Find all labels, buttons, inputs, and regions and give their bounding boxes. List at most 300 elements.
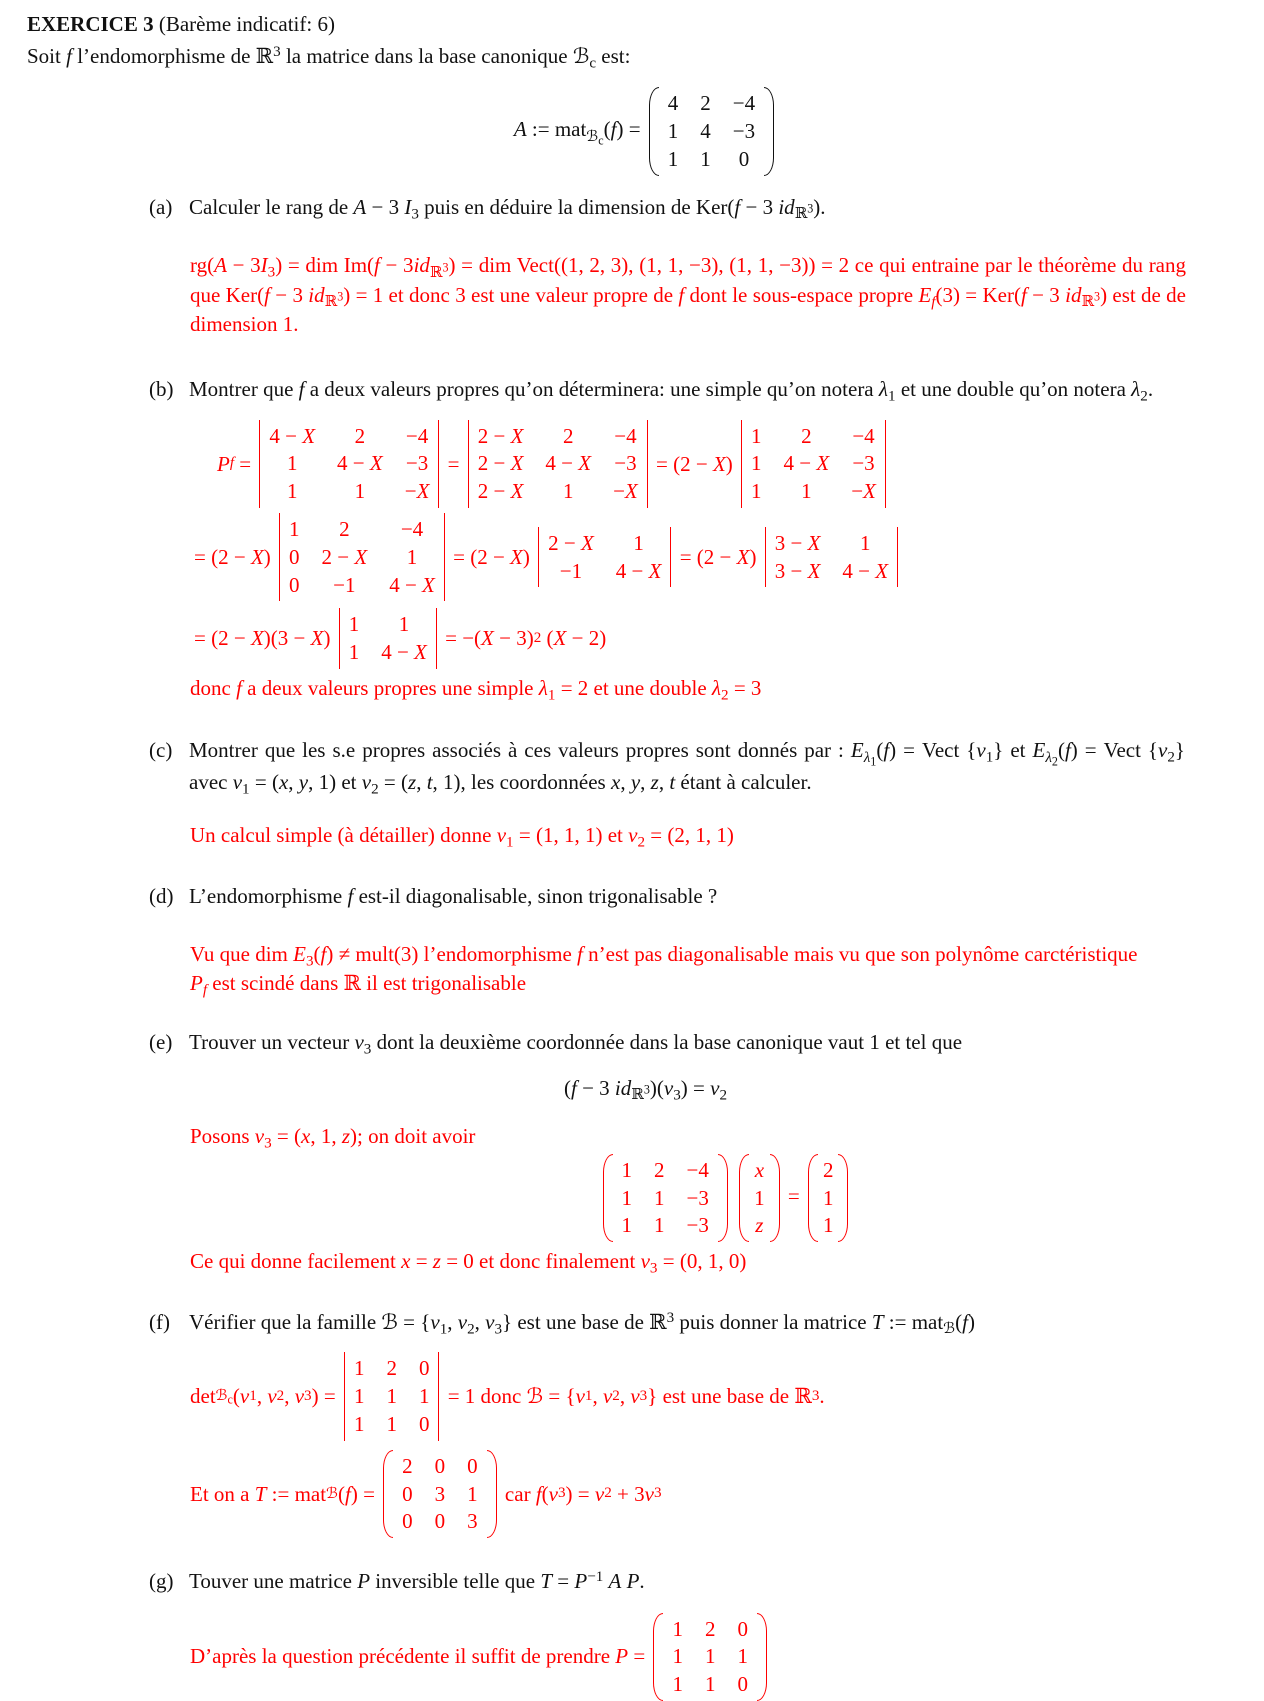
math-variable: id — [413, 253, 430, 278]
determinant — [538, 527, 671, 588]
math-variable: v — [710, 1075, 720, 1100]
determinant-cell: 4 − X — [381, 640, 427, 665]
intro-line: Soit f l’endomorphisme de ℝ$^3$ la matrice dans la base canonique ℬ$_c$ est: — [27, 43, 631, 72]
item-f-label: (f) — [149, 1309, 170, 1334]
determinant-grid — [345, 1352, 439, 1440]
subscript: 3 — [305, 953, 314, 970]
subscript: 3 — [304, 1388, 312, 1405]
script-letter: ℬ — [381, 1309, 398, 1334]
superscript: 2 — [533, 629, 542, 646]
math-variable: v — [644, 1481, 654, 1506]
matrix — [653, 1613, 767, 1701]
math-variable: f — [264, 282, 270, 307]
math-variable: X — [816, 451, 830, 476]
determinant-cell: −X — [613, 479, 638, 504]
math-variable: f — [320, 941, 327, 966]
determinant-cell: 1 — [353, 1411, 365, 1436]
superscript: 3 — [811, 1388, 820, 1405]
matrix-cell: 1 — [704, 1672, 716, 1697]
math-variable: v — [575, 1384, 585, 1409]
math-variable: f — [535, 1481, 542, 1506]
matrix-grid — [663, 1613, 757, 1701]
item-d-answer-line-2: $P_f$ est scindé dans ℝ il est trigonalisable — [190, 971, 527, 999]
math-variable: X — [416, 479, 430, 504]
math-variable: x — [401, 1249, 411, 1274]
matrix-cell: 0 — [737, 1616, 748, 1641]
math-variable: z — [408, 769, 417, 794]
superscript: 3 — [1094, 289, 1101, 304]
matrix-grid — [818, 1154, 839, 1242]
determinant-cell: 1 — [751, 423, 762, 448]
determinant-cell: 1 — [353, 1356, 365, 1381]
matrix — [808, 1154, 849, 1242]
math-variable: y — [630, 769, 641, 794]
subscript: 3 — [673, 1087, 681, 1104]
matrix-cell: 1 — [672, 1644, 683, 1669]
matrix-cell: 1 — [667, 146, 679, 171]
matrix-cell: 2 — [704, 1616, 716, 1641]
determinant-cell: −X — [404, 479, 430, 504]
matrix-cell: 0 — [434, 1509, 446, 1534]
math-variable: X — [807, 558, 821, 583]
subscript: 1 — [870, 754, 877, 769]
math-variable: T — [540, 1569, 553, 1594]
determinant-cell: 4 − X — [842, 558, 889, 583]
determinant-cell: 1 — [348, 640, 360, 665]
matrix-right-delimiter — [764, 87, 774, 175]
subscript — [631, 1082, 650, 1104]
math-variable: X — [510, 544, 523, 569]
matrix-cell: 1 — [672, 1672, 683, 1697]
determinant-cell: −4 — [400, 516, 424, 541]
determinant-grid — [766, 527, 897, 588]
subscript: 3 — [649, 1260, 658, 1277]
math-variable: f — [298, 377, 305, 402]
matrix-cell: 1 — [700, 146, 711, 171]
subscript — [863, 749, 877, 769]
math-variable: f — [1064, 738, 1071, 763]
blackboard-letter: ℝ — [631, 1085, 644, 1104]
determinant-cell: 2 − X — [321, 544, 368, 569]
math-variable: v — [1158, 738, 1168, 763]
item-e-answer-intro: Posons $v_3 = (x$, 1, z); on doit avoir — [190, 1124, 476, 1152]
determinant — [741, 420, 886, 508]
math-variable: f — [229, 455, 235, 472]
math-variable: z — [432, 1249, 441, 1274]
determinant — [279, 513, 445, 601]
matrix-left-delimiter — [653, 1613, 663, 1701]
matrix-right-delimiter — [487, 1450, 497, 1538]
determinant-cell: 4 − X — [389, 572, 435, 597]
determinant-cell: 3 − X — [774, 558, 821, 583]
determinant-cell: −1 — [559, 558, 583, 583]
item-a — [149, 193, 1264, 223]
determinant-grid — [742, 420, 885, 508]
math-variable: id — [308, 282, 325, 307]
matrix-left-delimiter — [649, 87, 659, 175]
subscript — [1045, 749, 1058, 769]
item-d-answer-line-1: Vu que dim $E_3(f)$ ≠ mult(3) l’endomorphisme f n’est pas diagonalisable mais vu que son polynôme carctéristique — [190, 941, 1138, 970]
subscript: 1 — [547, 687, 556, 704]
matrix-cell: 1 — [654, 1185, 665, 1210]
determinant-cell: 2 − X — [548, 530, 594, 555]
determinant-right-delimiter — [647, 420, 648, 508]
item-a-answer: $rg(A - 3I_3)$ = dim $Im(f - 3id_{ℝ^3})$ = dim Vect((1, 2, 3), (1, 1, −3), (1, 1, −3)) = 2 ce qui entraine par le théorème du rang que Ker(f − 3 $id_{ℝ^3}) = 1$ et donc 3 est une valeur propre de f dont le sous-espace propre $E_f(3) = Ker(f - 3$ $id_{ℝ^3}$) est de de dimension 1. — [190, 253, 1187, 337]
item-e-question: Trouver un vecteur $v_3$ dont la deuxième coordonnée dans la base canonique vaut 1 et tel que — [189, 1029, 963, 1058]
matrix-cell: 0 — [737, 1672, 748, 1697]
matrix-cell: 3 — [434, 1481, 446, 1506]
matrix — [649, 87, 774, 175]
math-variable: λ — [711, 675, 722, 700]
item-c-question: Montrer que les s.e propres associés à ces valeurs propres sont donnés par : $E_{\lambda_1}(f)$ = Vect $\{v_1\}$ et $E_{\lambda_2}(f)$ = Vect $\{v_2\}$ avec $v_1 = (x$, y, 1) et $v_2 = (z$, t, 1), les coordonnées x, y, z, t étant à calculer. — [189, 738, 1185, 798]
math-variable: v — [630, 1384, 640, 1409]
math-variable: P — [626, 1569, 640, 1594]
math-variable: X — [624, 479, 638, 504]
math-variable: f — [931, 294, 936, 311]
matrix-cell: 1 — [672, 1616, 683, 1641]
matrix-cell: 0 — [738, 146, 750, 171]
math-variable: x — [754, 1157, 765, 1182]
determinant-right-delimiter — [897, 527, 898, 588]
blackboard-letter: ℝ — [429, 262, 443, 281]
script-letter: ℬ — [526, 1384, 544, 1409]
subscript: 3 — [264, 1135, 272, 1152]
determinant-cell: 1 — [386, 1384, 397, 1409]
math-variable: X — [580, 530, 594, 555]
determinant-right-delimiter — [436, 608, 437, 669]
matrix-left-delimiter — [603, 1154, 613, 1242]
math-variable: λ — [878, 377, 888, 402]
math-variable: v — [457, 1309, 468, 1334]
subscript: 3 — [639, 1388, 648, 1405]
determinant-cell: 1 — [286, 451, 298, 476]
matrix-cell: 0 — [434, 1453, 446, 1478]
blackboard-letter: ℝ — [794, 204, 808, 223]
math-variable: f — [202, 982, 208, 999]
math-variable: X — [250, 544, 264, 569]
matrix-cell: 1 — [621, 1185, 633, 1210]
math-variable: v — [254, 1124, 265, 1149]
matrix-right-delimiter — [838, 1154, 848, 1242]
item-d-question: L’endomorphisme f est-il diagonalisable, sinon trigonalisable ? — [189, 884, 718, 909]
subscript: 1 — [439, 1321, 448, 1338]
subscript — [586, 126, 604, 148]
determinant-cell: 1 — [751, 451, 762, 476]
determinant-grid — [469, 420, 647, 508]
determinant-grid — [340, 608, 436, 669]
math-variable: I — [260, 253, 268, 278]
subscript: 2 — [371, 781, 379, 798]
subscript: 2 — [721, 687, 729, 704]
math-variable: f — [66, 43, 72, 68]
subscript: 1 — [242, 781, 250, 798]
item-f — [149, 1308, 1264, 1338]
math-variable: X — [414, 640, 427, 665]
matrix-cell: 2 — [402, 1453, 413, 1478]
superscript: 3 — [807, 201, 814, 216]
matrix-grid — [659, 87, 764, 175]
matrix-cell: 1 — [621, 1213, 633, 1238]
determinant-cell: 2 — [386, 1356, 397, 1381]
item-d — [149, 882, 1264, 911]
matrix-cell: 1 — [467, 1481, 478, 1506]
matrix-cell: 1 — [754, 1185, 765, 1210]
math-variable: f — [883, 738, 890, 763]
item-b-math-line-1: P f = 4 − X 2 −4 1 4 − X −3 1 1 −X = 2 − X 2 −4 2 − X 4 − X −3 2 − X 1 −X = (2 − X ) 1 2 −4 1 4 − X −3 1 1 −X — [217, 420, 1264, 508]
matrix-cell: −3 — [732, 118, 756, 143]
math-variable: id — [778, 194, 795, 219]
determinant-cell: 1 — [418, 1384, 430, 1409]
item-g — [149, 1567, 1264, 1596]
math-variable: X — [250, 626, 264, 651]
matrix-cell: −4 — [686, 1157, 709, 1182]
determinant-cell: 4 − X — [337, 451, 383, 476]
determinant-cell: 1 — [398, 612, 410, 637]
subscript — [203, 983, 207, 999]
matrix-cell — [755, 1158, 764, 1183]
matrix-cell: 0 — [467, 1453, 478, 1478]
subscript: 1 — [888, 388, 896, 405]
math-variable: X — [648, 558, 662, 583]
subscript: 1 — [584, 1388, 593, 1405]
subscript: 2 — [719, 1087, 727, 1104]
exercise-title: EXERCICE 3 (Barème indicatif: 6) — [27, 12, 335, 36]
subscript — [324, 289, 344, 311]
matrix-cell: −3 — [686, 1185, 709, 1210]
math-variable: f — [347, 884, 354, 909]
math-variable: v — [640, 1249, 650, 1274]
math-variable: X — [510, 479, 524, 504]
math-variable: X — [736, 544, 750, 569]
matrix — [383, 1450, 497, 1538]
math-variable: E — [850, 738, 864, 763]
determinant-grid — [539, 527, 670, 588]
subscript: 2 — [276, 1388, 285, 1405]
math-variable: I — [404, 194, 412, 219]
determinant-cell: 1 — [348, 612, 360, 637]
script-letter: ℬ — [943, 1319, 956, 1338]
math-variable: X — [310, 626, 324, 651]
determinant-grid — [280, 513, 444, 601]
matrix-cell — [755, 1213, 763, 1238]
determinant-cell: −3 — [614, 451, 637, 476]
determinant-cell: 1 — [562, 479, 574, 504]
item-c-answer: Un calcul simple (à détailler) donne $v_1 = (1$, 1, 1) et $v_2 = (2$, 1, 1) — [190, 823, 734, 851]
item-d-label: (d) — [149, 884, 174, 909]
math-variable: v — [430, 1309, 440, 1334]
item-g-label: (g) — [149, 1569, 174, 1594]
item-a-question: Calculer le rang de A − 3 $I_3$ puis en déduire la dimension de Ker(f − 3 $id_{ℝ^3}$). — [189, 194, 826, 223]
determinant-cell: 1 — [353, 1384, 365, 1409]
matrix-cell: 1 — [667, 118, 679, 143]
matrix-cell: −4 — [732, 91, 756, 116]
math-variable: id — [614, 1075, 632, 1100]
determinant-right-delimiter — [670, 527, 671, 588]
subscript — [943, 1321, 955, 1337]
item-f-determinant-line: det ℬ$_c$ ( v 1 , v 2 , v 3 ) = 1 2 0 1 1 1 1 1 0 = 1 donc ℬ = { v 1 , v 2 , v 3 } est une base de ℝ 3 . — [190, 1352, 1264, 1440]
superscript: 3 — [273, 43, 281, 60]
matrix-cell: 2 — [822, 1157, 834, 1182]
math-variable: X — [510, 451, 524, 476]
determinant-cell: 2 − X — [477, 479, 524, 504]
math-variable: E — [293, 941, 306, 966]
subscript: 3 — [557, 1485, 566, 1502]
math-variable: P — [217, 451, 230, 476]
math-variable: x — [278, 769, 289, 794]
subscript — [1081, 289, 1101, 311]
subscript: 3 — [653, 1485, 662, 1502]
math-variable: λ — [863, 749, 871, 766]
matrix-cell: 3 — [467, 1509, 478, 1534]
math-variable: z — [341, 1124, 351, 1149]
determinant-cell: 0 — [289, 572, 300, 597]
matrix-cell: 1 — [654, 1213, 665, 1238]
determinant-cell: −4 — [405, 423, 429, 448]
item-b-math-line-2: = (2 − X ) 1 2 −4 0 2 − X 1 0 −1 4 − X = (2 − X ) 2 − X 1 −1 4 − X = (2 − X ) 3 − X 1 3 − X 4 − X — [194, 513, 1264, 601]
subscript: 1 — [506, 834, 514, 851]
math-variable: X — [553, 626, 567, 651]
subscript: 3 — [363, 1041, 372, 1058]
determinant-right-delimiter — [885, 420, 886, 508]
math-variable: v — [496, 823, 507, 848]
blackboard-letter: ℝ — [255, 43, 274, 68]
item-e-display-equation: (f − 3 $id_{ℝ^3})(v_3) = v_2$ — [563, 1075, 727, 1104]
item-a-label: (a) — [149, 194, 173, 219]
subscript — [230, 456, 234, 471]
item-c — [149, 736, 1264, 797]
determinant-right-delimiter — [438, 1352, 439, 1440]
subscript — [794, 201, 814, 223]
determinant-cell: 0 — [289, 544, 300, 569]
superscript: 3 — [337, 289, 344, 304]
blackboard-letter: ℝ — [1081, 292, 1095, 311]
superscript: 3 — [643, 1082, 650, 1097]
item-g-answer: D’après la question précédente il suffit de prendre P = 1 2 0 1 1 1 1 1 0 — [190, 1613, 1264, 1701]
blackboard-letter: ℝ — [343, 971, 361, 996]
math-variable: A — [608, 1569, 622, 1594]
subscript: 2 — [1140, 388, 1148, 405]
blackboard-letter: ℝ — [324, 292, 338, 311]
determinant-cell: 4 − X — [615, 558, 662, 583]
bold-text: EXERCICE 3 — [27, 12, 154, 36]
determinant-cell: 2 − X — [477, 451, 524, 476]
math-variable: P — [615, 1644, 629, 1669]
subscript — [326, 1483, 338, 1502]
math-variable: v — [232, 769, 243, 794]
math-variable: v — [294, 1384, 305, 1409]
item-b-question: Montrer que f a deux valeurs propres qu’on déterminera: une simple qu’on notera $\lambda_1$ et une double qu’on notera $\lambda_2$. — [189, 377, 1154, 405]
math-variable: t — [669, 769, 676, 794]
matrix-left-delimiter — [808, 1154, 818, 1242]
superscript: 3 — [442, 260, 449, 275]
matrix-grid — [613, 1154, 718, 1242]
math-variable: x — [610, 769, 621, 794]
subscript: 1 — [985, 749, 994, 766]
subscript — [215, 1385, 233, 1407]
determinant-cell: 1 — [633, 530, 644, 555]
matrix-cell: 4 — [667, 91, 679, 116]
item-b-label: (b) — [149, 377, 174, 402]
math-variable: X — [422, 572, 435, 597]
math-variable: A — [214, 253, 227, 278]
item-b-math-line-3: = (2 − X )(3 − X ) 1 1 1 4 − X = −( X − 3) 2 ( X − 2) — [194, 608, 1264, 669]
math-variable: λ — [538, 675, 548, 700]
math-variable: f — [962, 1309, 968, 1334]
matrix-right-delimiter — [770, 1154, 780, 1242]
math-variable: X — [302, 423, 316, 448]
item-e-matrix-equation: 1 2 −4 1 1 −3 1 1 −3 x 1 z = 2 1 1 — [187, 1154, 1264, 1242]
subscript: 2 — [637, 834, 645, 851]
subscript: 2 — [604, 1485, 612, 1502]
determinant-cell: 1 — [859, 530, 871, 555]
determinant-cell: −3 — [405, 451, 429, 476]
math-variable: P — [574, 1569, 588, 1594]
math-variable: v — [361, 769, 372, 794]
math-variable: f — [236, 675, 242, 700]
determinant-cell: −4 — [614, 423, 637, 448]
matrix-cell: 1 — [704, 1644, 716, 1669]
math-variable: T — [254, 1481, 267, 1506]
subscript: 2 — [612, 1388, 620, 1405]
matrix-left-delimiter — [383, 1450, 393, 1538]
math-variable: f — [374, 253, 380, 278]
math-variable: v — [267, 1384, 277, 1409]
determinant — [339, 608, 437, 669]
script-letter: ℬ — [326, 1483, 338, 1502]
matrix-right-delimiter — [718, 1154, 728, 1242]
matrix-grid — [393, 1450, 487, 1538]
math-variable: f — [678, 282, 685, 307]
determinant-grid — [260, 420, 438, 508]
matrix-a-display-equation: A := mat$_{ℬ_c}$(f) = 4 2 −4 1 4 −3 1 1 0 — [27, 87, 1264, 175]
math-variable: f — [734, 194, 741, 219]
determinant-cell: 4 − X — [545, 451, 592, 476]
math-variable: y — [298, 769, 309, 794]
determinant — [468, 420, 648, 508]
subscript: 1 — [249, 1388, 257, 1405]
math-variable: X — [481, 626, 494, 651]
script-letter: ℬ — [586, 126, 599, 145]
determinant-cell: 0 — [418, 1411, 430, 1436]
matrix-cell: 2 — [700, 91, 711, 116]
matrix-cell: −3 — [686, 1213, 709, 1238]
determinant-cell: 1 — [354, 479, 366, 504]
determinant-cell: 1 — [286, 479, 298, 504]
determinant-right-delimiter — [438, 420, 439, 508]
math-variable: v — [485, 1309, 495, 1334]
math-variable: v — [548, 1481, 558, 1506]
math-variable: λ — [1131, 377, 1141, 402]
subscript: 2 — [1051, 754, 1058, 769]
math-variable: X — [712, 451, 726, 476]
math-variable: v — [976, 738, 986, 763]
item-f-question: Vérifier que la famille ℬ = {$v_1$, $v_2$, $v_3$} est une base de ℝ$^3$ puis donner la matrice T := mat$_ℬ$(f) — [189, 1309, 975, 1338]
math-variable: λ — [1045, 749, 1052, 766]
item-c-label: (c) — [149, 738, 173, 763]
math-variable: f — [344, 1481, 351, 1506]
math-variable: P — [190, 971, 203, 996]
math-variable: f — [610, 117, 617, 142]
math-variable: P — [357, 1569, 371, 1594]
subscript: 3 — [494, 1321, 503, 1338]
determinant — [765, 527, 898, 588]
determinant-cell: 4 − X — [783, 451, 830, 476]
determinant-cell: 2 — [801, 423, 812, 448]
matrix-cell: 1 — [822, 1185, 834, 1210]
math-variable: v — [354, 1029, 364, 1054]
item-b-conclusion: donc f a deux valeurs propres une simple $\lambda_1 = 2$ et une double $\lambda_2 = 3$ — [190, 675, 762, 704]
determinant-right-delimiter — [444, 513, 445, 601]
